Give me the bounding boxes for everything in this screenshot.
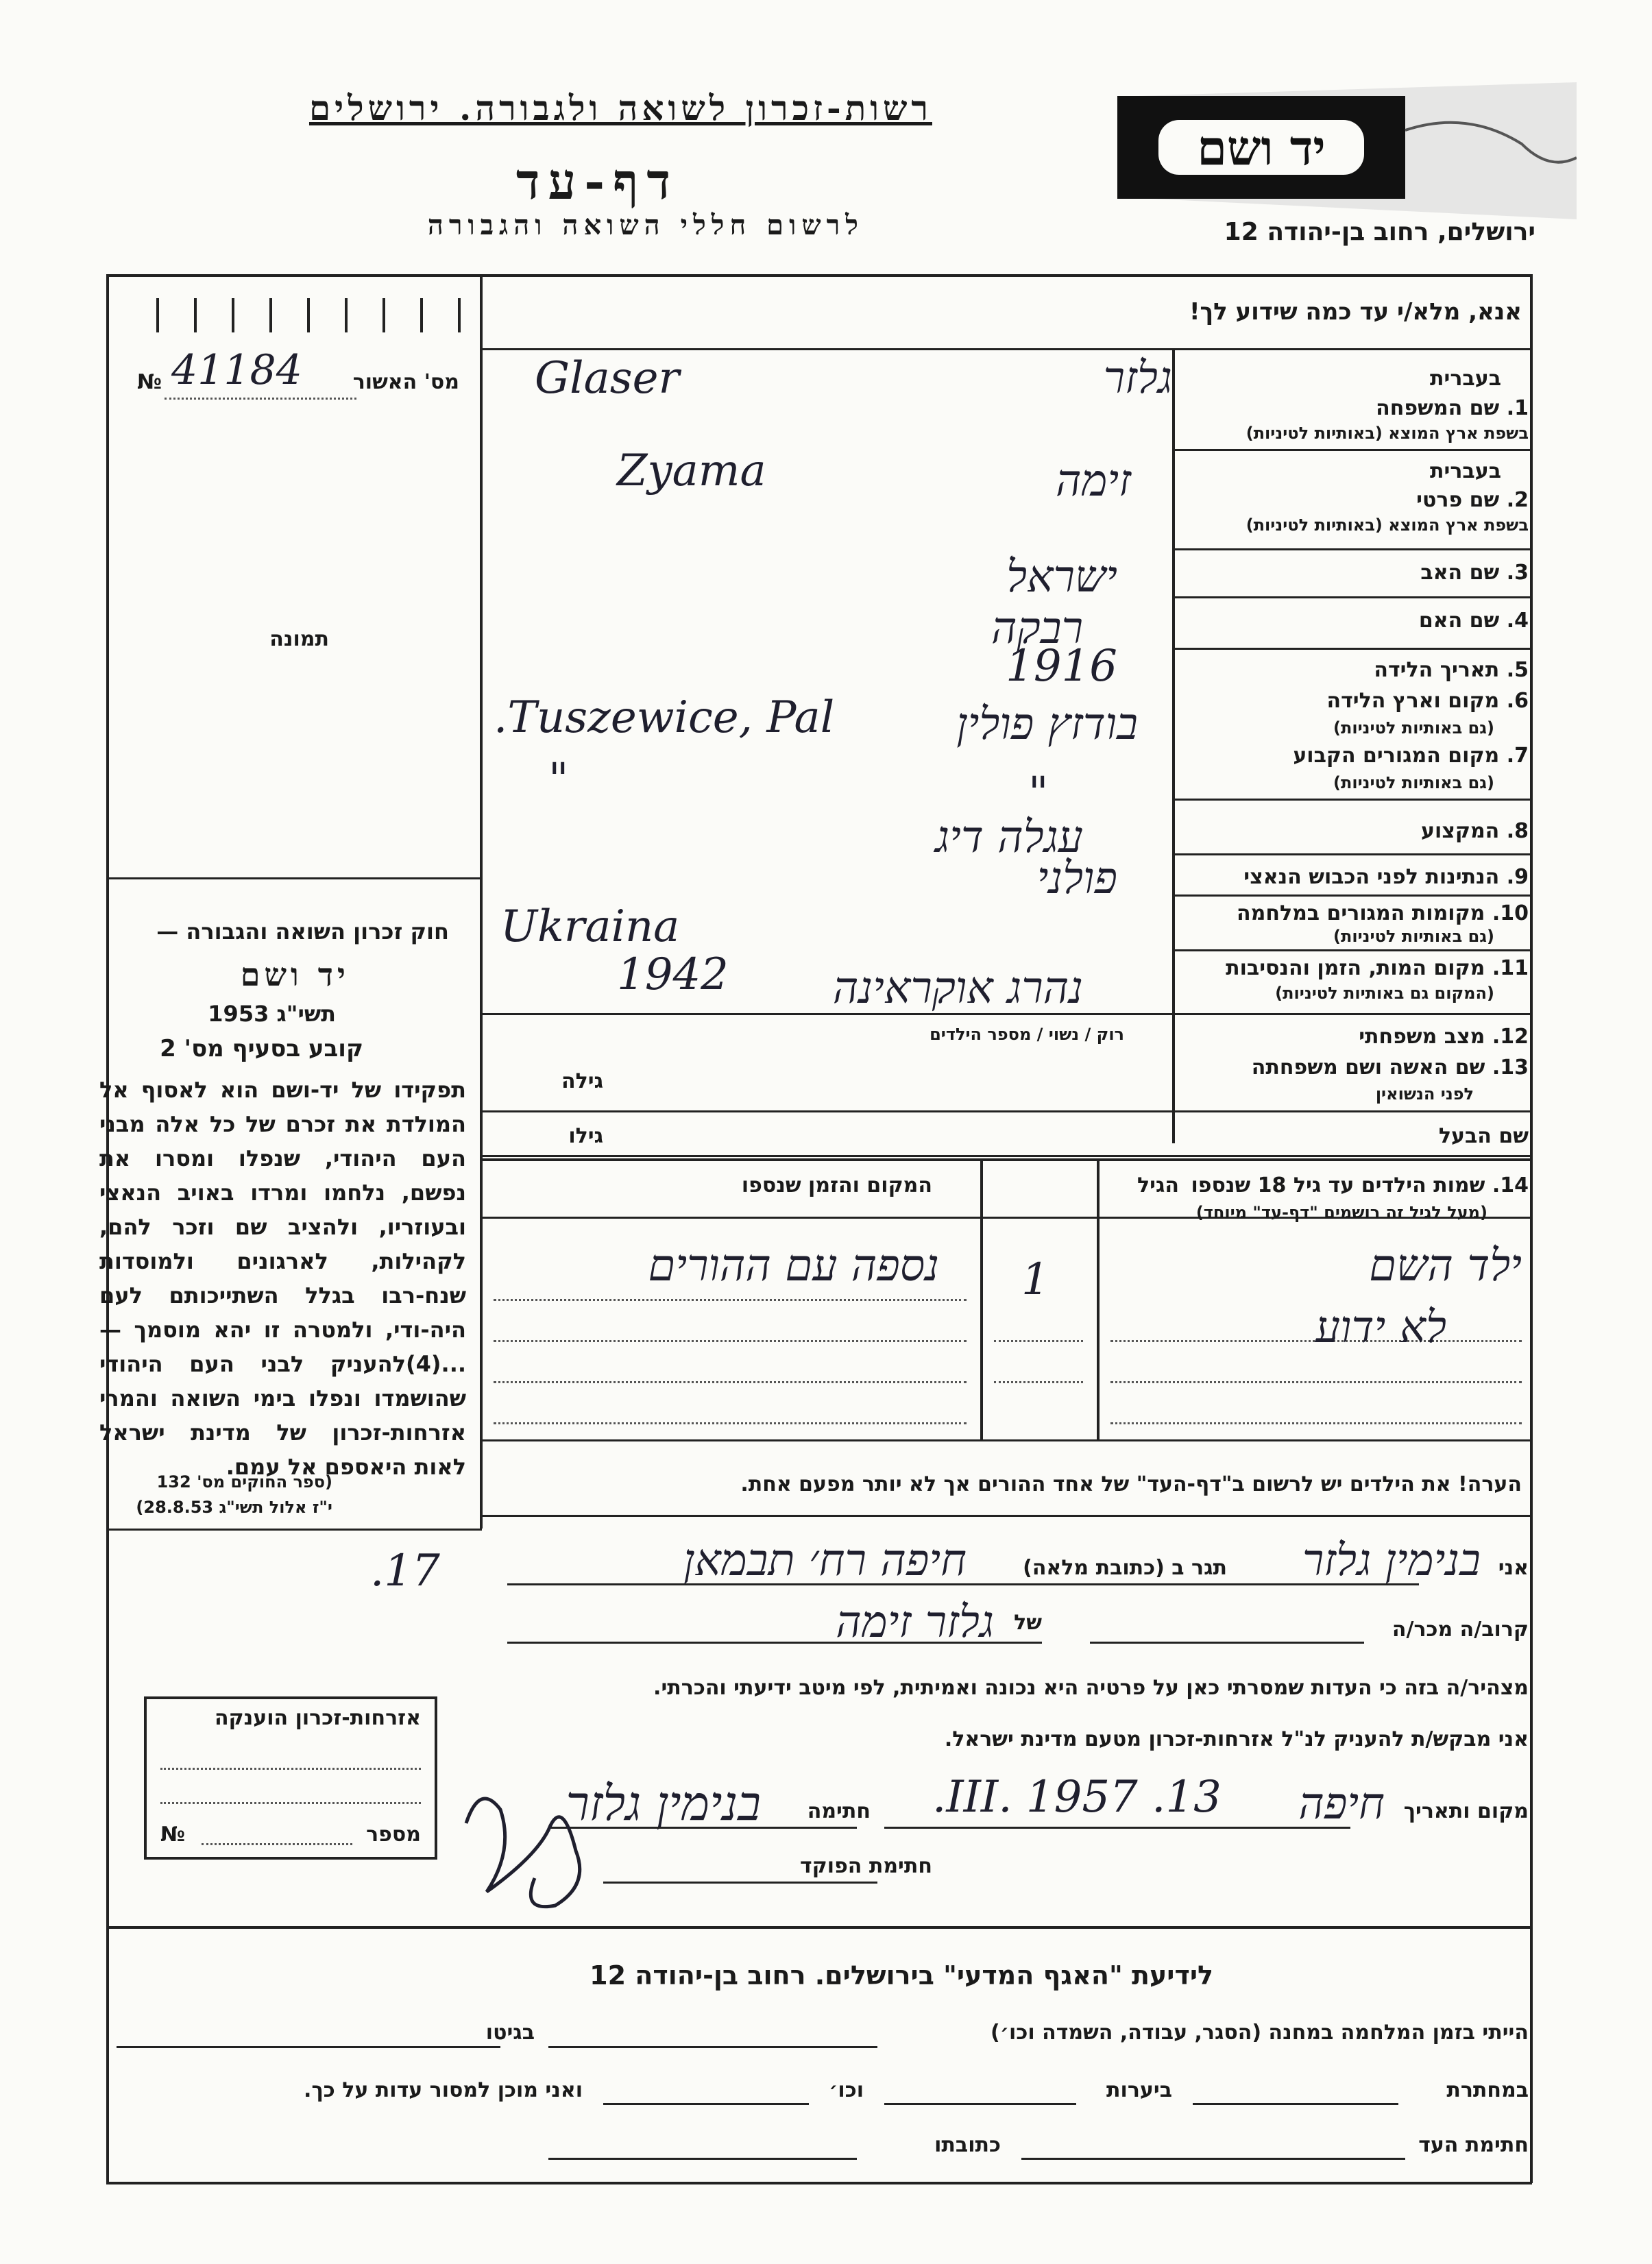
signature-value: בנימין גלזר <box>566 1775 761 1831</box>
husband-label: שם הבעל <box>1438 1124 1529 1148</box>
declarant-of-label: של <box>1014 1611 1042 1635</box>
address: ירושלים, רחוב בן-יהודה 12 <box>1224 218 1535 246</box>
children-col-place: המקום והזמן שנספו <box>741 1173 932 1197</box>
citizenship-no: № <box>160 1823 186 1847</box>
registration-ticks <box>144 298 473 332</box>
place-date-label: מקום ותאריך <box>1403 1799 1529 1823</box>
field-11-year: 1942 <box>617 949 729 1000</box>
husband-age-label: גילו <box>568 1124 603 1148</box>
declarant-relative-label: קרוב/ה מכר/ה <box>1392 1618 1529 1642</box>
field-11-sub: (המקום גם באותיות לטיניות) <box>1275 984 1494 1003</box>
photo-label: תמונה <box>269 627 329 651</box>
field-10-sub: (גם באותיות לטיניות) <box>1333 927 1494 946</box>
form-title: דף-עד <box>515 152 679 210</box>
bottom-line2-a: במחתרת <box>1446 2078 1529 2102</box>
field-11-value: נהרג אוקראינה <box>832 963 1083 1014</box>
children-col-age: הגיל <box>1137 1173 1179 1197</box>
field-7-sub: (גם באותיות לטיניות) <box>1333 773 1494 792</box>
children-title: 14. שמות הילדים עד גיל 18 שנספו <box>1191 1173 1529 1197</box>
law-ref-2: י"ז אלול תשי"ג 28.8.53) <box>136 1498 332 1517</box>
field-6-value-hebrew: בודזץ פולין <box>956 699 1138 750</box>
field-2-value-hebrew: זימה <box>1055 456 1131 507</box>
bottom-line1-a: הייתי בזמן המלחמה במחנה (הסגר, עבודה, השמדה וכו׳) <box>991 2021 1529 2045</box>
field-11-label: 11. מקום המות, הזמן והנסיבות <box>1226 956 1529 980</box>
field-12-label: 12. מצב משפחתי <box>1359 1025 1529 1049</box>
yad-vashem-logo <box>1110 82 1577 219</box>
field-9-label: 9. הנתינות לפני הכבוש הנאצי <box>1243 865 1529 889</box>
bottom-line2-b: ביערות <box>1106 2078 1172 2102</box>
field-1-value-latin: Glaser <box>535 353 680 404</box>
field-6-value-latin: Tuszewice, Pal. <box>494 692 835 743</box>
field-5-value: 1916 <box>1006 641 1117 692</box>
declarant-number-note: 17. <box>370 1546 440 1596</box>
field-4-label: 4. שם האם <box>1418 609 1529 633</box>
field-5-label: 5. תאריך הלידה <box>1374 658 1529 682</box>
declarant-i-label: אני <box>1498 1556 1529 1580</box>
bottom-line2-c: וכו׳ <box>829 2078 864 2102</box>
field-2-label: 2. שם פרטי <box>1416 488 1529 512</box>
field-1-sub: בשפת ארץ המוצא (באותיות לטיניות) <box>1246 424 1529 443</box>
law-ref-1: (ספר החוקים מס' 132 <box>156 1472 332 1492</box>
law-clause: קובע בסעיף מס' 2 <box>160 1035 363 1062</box>
child-1-age: 1 <box>1021 1254 1049 1305</box>
field-13-age-label: גילה <box>561 1069 603 1093</box>
citizenship-title: אזרחות-זכרון הוענקה <box>214 1706 421 1730</box>
registration-value: 41184 <box>171 346 302 394</box>
field-3-label: 3. שם האב <box>1420 561 1529 585</box>
declarant-resident-label: תגר ב (כתובת מלאה) <box>1023 1556 1227 1580</box>
bottom-line1-b: בגיטו <box>485 2021 535 2045</box>
child-1-name: ילד השם <box>1369 1241 1522 1291</box>
registration-label: מס' האשור <box>352 370 459 394</box>
children-note: הערה! את הילדים יש לרשום ב"דף-העד" של אחד ההורים אך לא יותר מפעם אחת. <box>740 1472 1522 1496</box>
law-title: חוק זכרון השואה והגבורה — <box>156 918 449 945</box>
field-10-label: 10. מקומות המגורים במלחמה <box>1237 901 1529 925</box>
field-7-value-b: " <box>1028 768 1049 818</box>
field-7-label: 7. מקום המגורים הקבוע <box>1293 744 1529 768</box>
field-13-sub: לפני הנשואין <box>1375 1084 1474 1104</box>
declaration-1: מצהיר/ה בזה כי העדות שמסרתי כאן על פרטיה היא נכונה ואמיתית, לפי מיטב ידיעתי והכרתי. <box>653 1676 1529 1700</box>
form-subtitle: לרשום חללי השואה והגבורה <box>427 209 864 241</box>
field-6-sub: (גם באותיות לטיניות) <box>1333 718 1494 738</box>
child-2-name: לא ידוע <box>1315 1302 1446 1353</box>
field-7-value-a: " <box>548 754 569 805</box>
field-9-value: פולני <box>1036 853 1117 904</box>
law-body: תפקידו של יד-ושם הוא לאסוף אל המולדת את זכרם של כל אלה מבני העם היהודי, שנפלו ומסרו את נפשם, נלחמו ומרדו באויב הנאצי ובעוזריו, ולהציב שם וזכר להם, לקהילות, לארגונים ולמוסדות שנח-רבו בגלל השתייכותם לעם היה-ודי, ולמטרה זו יהא מוסמך — ...(4)להעניק לבני העם היהודי שהושמדו ונפלו בימי השואה והמרי אזרחות-זכרון של מדינת ישראל לאות היאספם אל עמם. <box>99 1077 466 1480</box>
field-8-value: עגלה דיג <box>934 812 1083 863</box>
bottom-line2-d: ואני מוכן למסור עדות על כך. <box>304 2078 583 2102</box>
field-2-sub: בשפת ארץ המוצא (באותיות לטיניות) <box>1246 515 1529 535</box>
field-2-hebrew-tag: בעברית <box>1430 459 1501 483</box>
bottom-line3-a: חתימת העד <box>1418 2133 1529 2157</box>
field-1-value-hebrew: גלזר <box>1103 353 1172 404</box>
field-12-note: רוק / נשוי / מספר הילדים <box>930 1025 1124 1044</box>
date-value: 13. III. 1957. <box>932 1772 1222 1823</box>
field-6-label: 6. מקום וארץ הלידה <box>1326 689 1529 713</box>
place-value: חיפה <box>1298 1779 1385 1829</box>
field-10-value: Ukraina <box>500 901 680 952</box>
declarant-resident-value: חיפה רח׳ תבמאן <box>683 1535 967 1586</box>
declaration-2: אני מבקש/ת להעניק לנ"ל אזרחות-זכרון מטעם מדינת ישראל. <box>944 1727 1529 1751</box>
institution-title: רשות-זכרון לשואה ולגבורה. ירושלים <box>308 88 932 128</box>
field-1-label: 1. שם המשפחה <box>1376 396 1529 420</box>
intro-prompt: אנא, מלא/י עד כמה שידוע לך! <box>1189 298 1522 326</box>
law-name: יד ושם <box>240 956 350 993</box>
registration-no: № <box>137 370 162 394</box>
declarant-of-value: גלזר זימה <box>836 1597 994 1648</box>
bottom-title: לידיעת "האגף המדעי" בירושלים. רחוב בן-יהודה 12 <box>590 1960 1213 1991</box>
signature-scribble <box>452 1768 610 1919</box>
field-3-value: ישראל <box>1006 552 1117 602</box>
citizenship-number-label: מספר <box>366 1823 421 1847</box>
officer-signature-label: חתימת הפוקד <box>800 1854 932 1878</box>
child-1-place: נספה עם ההורים <box>648 1241 939 1291</box>
citizenship-box <box>144 1696 437 1860</box>
field-13-label: 13. שם האשה ושם משפחתה <box>1251 1056 1529 1080</box>
declarant-i-value: בנימין גלזר <box>1302 1535 1481 1586</box>
svg-text:יד ושם: יד ושם <box>1197 119 1326 176</box>
children-subtitle: (מעל לגיל זה רושמים "דף-עד" מיוחד) <box>1195 1203 1487 1222</box>
law-year: תשי"ג 1953 <box>208 1001 336 1027</box>
field-4-value: רבקה <box>991 603 1083 654</box>
field-1-hebrew-tag: בעברית <box>1430 367 1501 391</box>
signature-label: חתימה <box>807 1799 871 1823</box>
field-2-value-latin: Zyama <box>617 446 766 496</box>
bottom-line3-b: כתובתו <box>934 2133 1001 2157</box>
field-8-label: 8. המקצוע <box>1420 819 1529 843</box>
